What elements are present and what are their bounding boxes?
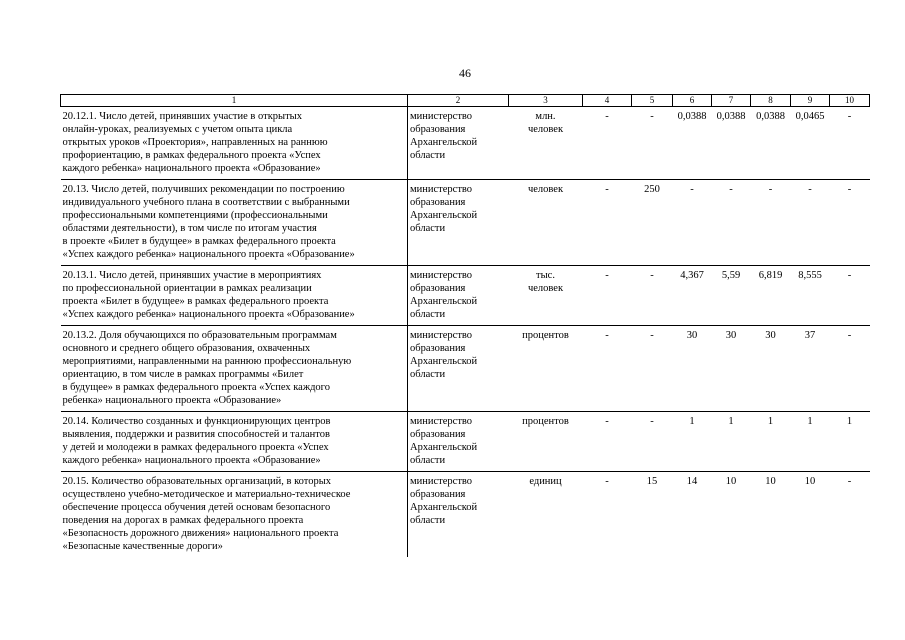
column-header-5: 5 <box>632 95 673 107</box>
responsible-executor-line: Архангельской <box>410 296 478 307</box>
responsible-executor-line: министерство <box>410 111 473 122</box>
responsible-executor-line: образования <box>410 197 466 208</box>
indicator-name-line: у детей и молодежи в рамках федерального проекта «Успех <box>62 442 329 453</box>
responsible-executor <box>408 472 509 558</box>
indicator-name-line: 20.13. Число детей, получивших рекомендации по построению <box>62 184 345 195</box>
indicator-name-line: поведения на дорогах в рамках федерального проекта <box>62 515 304 526</box>
responsible-executor-line: области <box>410 515 446 526</box>
responsible-executor-line: области <box>410 309 446 320</box>
unit-of-measure <box>509 266 583 326</box>
indicator-name <box>61 266 408 326</box>
indicator-name-line: каждого ребенка» национального проекта «Образование» <box>62 455 321 466</box>
column-header-7: 7 <box>712 95 751 107</box>
responsible-executor-line: министерство <box>410 416 473 427</box>
indicator-name-line: мероприятиями, направленными на раннюю профессиональную <box>62 356 352 367</box>
unit-of-measure <box>509 326 583 412</box>
value-cell: 0,0388 <box>673 107 712 180</box>
responsible-executor <box>408 180 509 266</box>
unit-of-measure-line: человек <box>527 124 564 135</box>
value-cell: - <box>830 266 870 326</box>
value-cell: 10 <box>791 472 830 558</box>
indicator-name-line: ориентацию, в том числе в рамках программы «Билет <box>62 369 304 380</box>
value-cell: - <box>583 266 632 326</box>
indicator-name-line: основного и среднего общего образования, охваченных <box>62 343 311 354</box>
value-cell: - <box>632 412 673 472</box>
table-row <box>61 107 870 180</box>
indicator-name-line: в проекте «Билет в будущее» в рамках федерального проекта <box>62 236 336 247</box>
indicator-name-line: онлайн-уроках, реализуемых с учетом опыта цикла <box>62 124 293 135</box>
value-cell: 1 <box>751 412 791 472</box>
indicator-name-line: каждого ребенка» национального проекта «Образование» <box>62 163 321 174</box>
responsible-executor-line: образования <box>410 283 466 294</box>
value-cell: - <box>632 326 673 412</box>
value-cell: 37 <box>791 326 830 412</box>
unit-of-measure <box>509 107 583 180</box>
indicator-name-line: выявления, поддержки и развития способностей и талантов <box>62 429 330 440</box>
value-cell: 6,819 <box>751 266 791 326</box>
value-cell: - <box>830 180 870 266</box>
column-header-6: 6 <box>673 95 712 107</box>
table-row <box>61 472 870 558</box>
value-cell: 5,59 <box>712 266 751 326</box>
indicators-table <box>60 94 870 557</box>
indicator-name-line: «Безопасные качественные дороги» <box>62 541 223 552</box>
indicator-name <box>61 412 408 472</box>
value-cell: 1 <box>791 412 830 472</box>
value-cell: - <box>583 326 632 412</box>
value-cell: - <box>673 180 712 266</box>
value-cell: 10 <box>751 472 791 558</box>
responsible-executor <box>408 412 509 472</box>
page-number: 46 <box>459 66 471 80</box>
indicator-name <box>61 326 408 412</box>
value-cell: - <box>830 107 870 180</box>
responsible-executor-line: образования <box>410 489 466 500</box>
table-row <box>61 266 870 326</box>
table-row <box>61 412 870 472</box>
responsible-executor-line: министерство <box>410 476 473 487</box>
indicator-name <box>61 472 408 558</box>
value-cell: 30 <box>751 326 791 412</box>
value-cell: 30 <box>673 326 712 412</box>
value-cell: - <box>830 326 870 412</box>
column-header-4: 4 <box>583 95 632 107</box>
value-cell: 10 <box>712 472 751 558</box>
responsible-executor-line: образования <box>410 429 466 440</box>
value-cell: 0,0388 <box>751 107 791 180</box>
unit-of-measure-line: процентов <box>522 330 569 341</box>
header-row <box>61 95 870 107</box>
responsible-executor <box>408 266 509 326</box>
indicator-name-line: проекта «Билет в будущее» в рамках федерального проекта <box>62 296 329 307</box>
indicator-name-line: 20.15. Количество образовательных организаций, в которых <box>62 476 332 487</box>
indicator-name-line: по профессиональной ориентации в рамках реализации <box>62 283 312 294</box>
responsible-executor-line: Архангельской <box>410 210 478 221</box>
value-cell: - <box>712 180 751 266</box>
value-cell: 1 <box>673 412 712 472</box>
value-cell: 4,367 <box>673 266 712 326</box>
value-cell: 15 <box>632 472 673 558</box>
indicator-name-line: обеспечение процесса обучения детей основам безопасного <box>62 502 331 513</box>
indicator-name-line: 20.13.1. Число детей, принявших участие в мероприятиях <box>62 270 322 281</box>
indicator-name-line: «Успех каждого ребенка» национального проекта «Образование» <box>62 249 355 260</box>
column-header-9: 9 <box>791 95 830 107</box>
value-cell: 30 <box>712 326 751 412</box>
indicator-name-line: областями деятельности), в том числе по итогам участия <box>62 223 317 234</box>
indicator-name <box>61 180 408 266</box>
responsible-executor-line: Архангельской <box>410 356 478 367</box>
value-cell: 1 <box>830 412 870 472</box>
indicator-name-line: профессиональными компетенциями (профессиональными <box>62 210 328 221</box>
column-header-10: 10 <box>830 95 870 107</box>
indicator-name-line: «Успех каждого ребенка» национального проекта «Образование» <box>62 309 355 320</box>
responsible-executor-line: области <box>410 369 446 380</box>
value-cell: - <box>632 107 673 180</box>
unit-of-measure-line: млн. <box>535 111 556 122</box>
value-cell: 1 <box>712 412 751 472</box>
value-cell: 8,555 <box>791 266 830 326</box>
unit-of-measure-line: процентов <box>522 416 569 427</box>
table-row <box>61 180 870 266</box>
column-header-2: 2 <box>408 95 509 107</box>
responsible-executor-line: образования <box>410 124 466 135</box>
column-header-8: 8 <box>751 95 791 107</box>
unit-of-measure <box>509 180 583 266</box>
column-header-1: 1 <box>61 95 408 107</box>
responsible-executor <box>408 107 509 180</box>
responsible-executor-line: Архангельской <box>410 137 478 148</box>
indicator-name-line: открытых уроков «Проектория», направленных на раннюю <box>62 137 328 148</box>
value-cell: 0,0388 <box>712 107 751 180</box>
value-cell: - <box>583 107 632 180</box>
value-cell: - <box>830 472 870 558</box>
value-cell: 14 <box>673 472 712 558</box>
indicator-name-line: ребенка» национального проекта «Образование» <box>62 395 282 406</box>
unit-of-measure-line: человек <box>527 184 564 195</box>
indicator-name-line: 20.12.1. Число детей, принявших участие в открытых <box>62 111 302 122</box>
value-cell: - <box>632 266 673 326</box>
value-cell: 250 <box>632 180 673 266</box>
responsible-executor-line: области <box>410 223 446 234</box>
value-cell: - <box>583 472 632 558</box>
indicator-name-line: в будущее» в рамках федерального проекта «Успех каждого <box>62 382 330 393</box>
responsible-executor-line: Архангельской <box>410 502 478 513</box>
indicator-name-line: 20.14. Количество созданных и функционирующих центров <box>62 416 331 427</box>
unit-of-measure <box>509 412 583 472</box>
value-cell: - <box>791 180 830 266</box>
table-body <box>61 107 870 558</box>
responsible-executor-line: области <box>410 150 446 161</box>
indicator-name-line: осуществлено учебно-методическое и материально-техническое <box>62 489 351 500</box>
responsible-executor-line: Архангельской <box>410 442 478 453</box>
responsible-executor-line: министерство <box>410 330 473 341</box>
responsible-executor-line: министерство <box>410 270 473 281</box>
unit-of-measure-line: единиц <box>529 476 562 487</box>
responsible-executor-line: области <box>410 455 446 466</box>
responsible-executor-line: министерство <box>410 184 473 195</box>
table-row <box>61 326 870 412</box>
unit-of-measure <box>509 472 583 558</box>
column-header-3: 3 <box>509 95 583 107</box>
indicator-name-line: 20.13.2. Доля обучающихся по образовательным программам <box>62 330 337 341</box>
unit-of-measure-line: человек <box>527 283 564 294</box>
value-cell: 0,0465 <box>791 107 830 180</box>
value-cell: - <box>751 180 791 266</box>
value-cell: - <box>583 412 632 472</box>
responsible-executor-line: образования <box>410 343 466 354</box>
unit-of-measure-line: тыс. <box>536 270 555 281</box>
value-cell: - <box>583 180 632 266</box>
indicator-name-line: индивидуального учебного плана в соответствии с выбранными <box>62 197 350 208</box>
indicator-name <box>61 107 408 180</box>
indicator-name-line: профориентацию, в рамках федерального проекта «Успех <box>62 150 321 161</box>
indicator-name-line: «Безопасность дорожного движения» национального проекта <box>62 528 339 539</box>
responsible-executor <box>408 326 509 412</box>
